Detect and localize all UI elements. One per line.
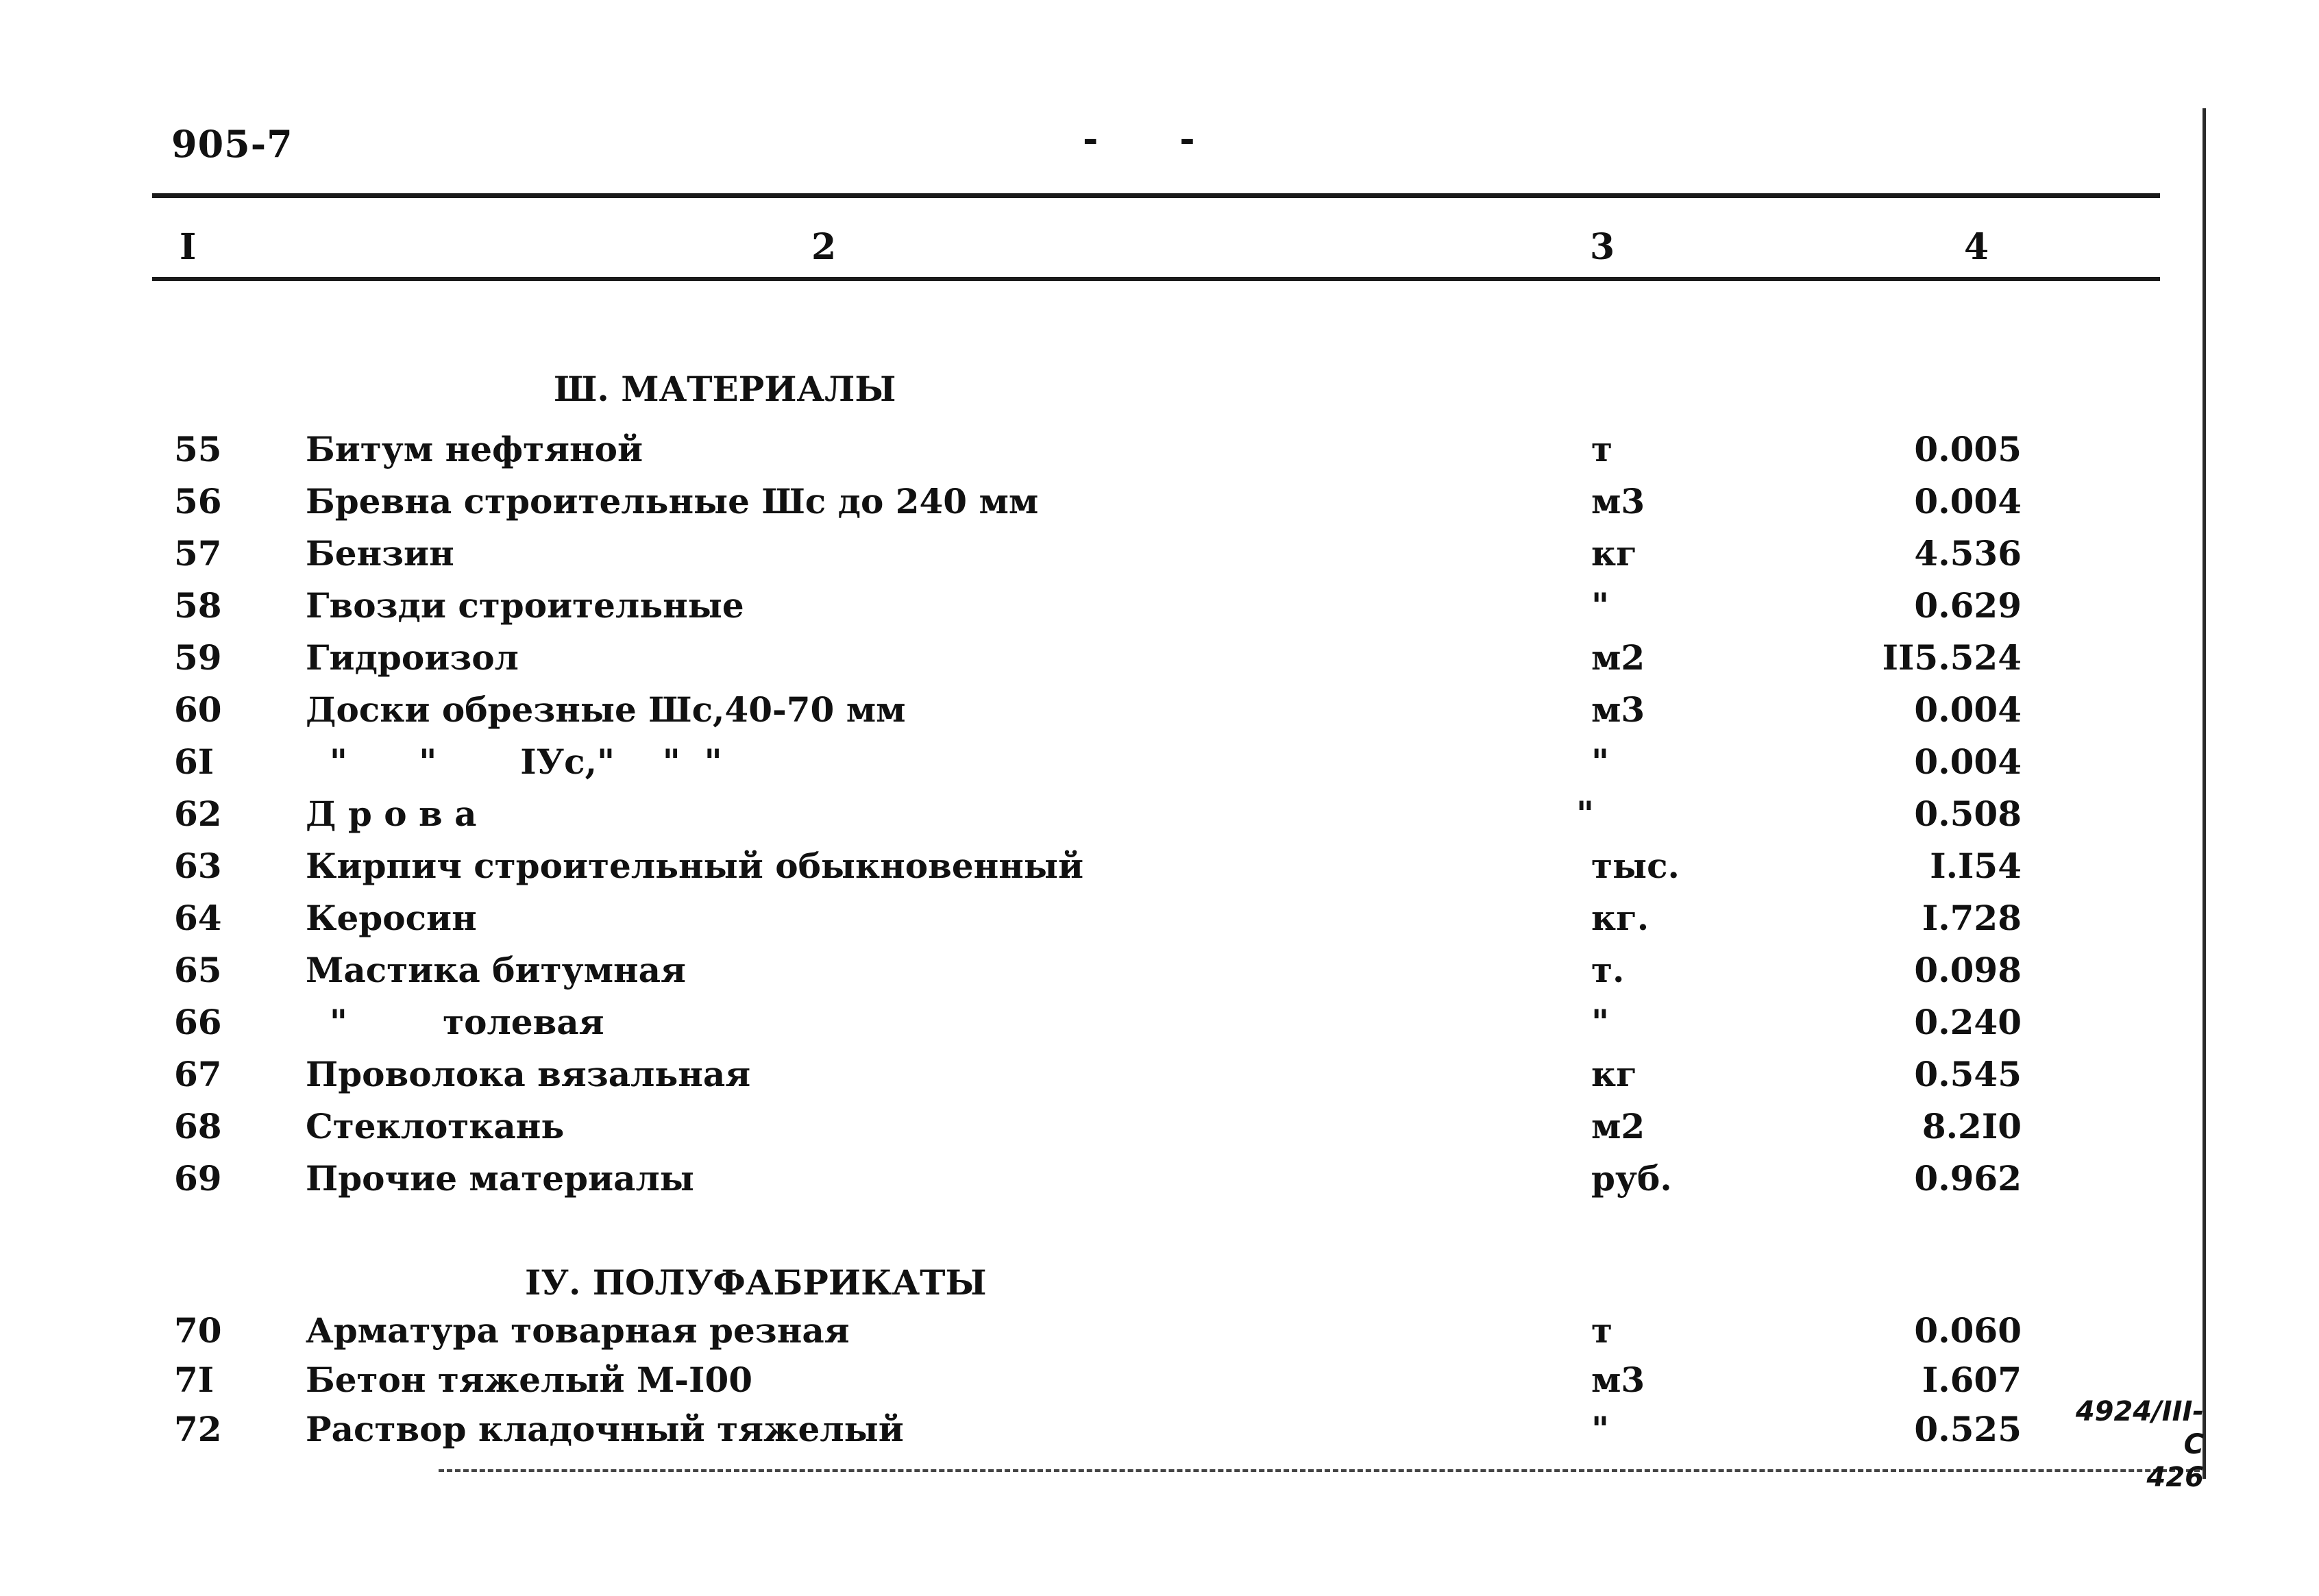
- row-value: 0.004: [1914, 741, 2022, 782]
- row-value: II5.524: [1882, 637, 2022, 678]
- table-bottom-rule: [439, 1469, 2200, 1472]
- row-unit: руб.: [1591, 1158, 1672, 1199]
- row-number: 60: [174, 689, 222, 730]
- row-number: 70: [174, 1310, 222, 1351]
- table-row: [0, 1360, 2319, 1409]
- row-name: Битум нефтяной: [306, 429, 643, 469]
- row-value: 0.240: [1914, 1002, 2022, 1042]
- row-unit: м3: [1591, 689, 1645, 730]
- table-row: [0, 1158, 2319, 1207]
- table-row: [0, 1106, 2319, 1155]
- column-header-4: 4: [1964, 226, 1989, 268]
- row-value: 0.004: [1914, 481, 2022, 521]
- row-name: Бетон тяжелый М-I00: [306, 1360, 753, 1400]
- row-unit: ": [1591, 1409, 1610, 1449]
- row-unit: ": [1591, 741, 1610, 782]
- row-name: Кирпич строительный обыкновенный: [306, 846, 1084, 886]
- row-value: 0.004: [1914, 689, 2022, 730]
- row-name: Гвозди строительные: [306, 585, 744, 626]
- row-name: Бензин: [306, 533, 454, 574]
- table-row: [0, 898, 2319, 947]
- table-row: [0, 1054, 2319, 1103]
- table-row: [0, 1409, 2319, 1458]
- stamp-line-1: 4924/III-С: [2075, 1396, 2204, 1460]
- row-name: " толевая: [306, 1002, 604, 1042]
- row-number: 64: [174, 898, 222, 938]
- document-code: 905-7: [171, 122, 293, 166]
- row-number: 58: [174, 585, 222, 626]
- page-right-border: [2203, 108, 2206, 1479]
- row-name: Проволока вязальная: [306, 1054, 751, 1094]
- row-unit: кг.: [1591, 898, 1649, 938]
- row-number: 59: [174, 637, 222, 678]
- table-row: [0, 533, 2319, 582]
- row-unit: кг: [1591, 533, 1637, 574]
- row-value: 0.060: [1914, 1310, 2022, 1351]
- row-unit: т: [1591, 429, 1612, 469]
- row-name: Стеклоткань: [306, 1106, 565, 1146]
- row-name: Доски обрезные Шс,40-70 мм: [306, 689, 906, 730]
- table-row: [0, 950, 2319, 999]
- row-unit: кг: [1591, 1054, 1637, 1094]
- row-name: Гидроизол: [306, 637, 519, 678]
- row-number: 65: [174, 950, 222, 990]
- table-top-rule: [152, 193, 2160, 198]
- row-value: 0.629: [1914, 585, 2022, 626]
- table-row: [0, 794, 2319, 843]
- table-row: [0, 846, 2319, 895]
- row-value: I.I54: [1930, 846, 2022, 886]
- row-value: 4.536: [1914, 533, 2022, 574]
- row-name: Арматура товарная резная: [306, 1310, 850, 1351]
- table-row: [0, 637, 2319, 687]
- row-value: 0.098: [1914, 950, 2022, 990]
- row-name: Д р о в а: [306, 794, 477, 834]
- row-unit: тыс.: [1591, 846, 1680, 886]
- row-name: " " IУс," " ": [306, 741, 722, 782]
- row-name: Бревна строительные Шс до 240 мм: [306, 481, 1039, 521]
- column-header-2: 2: [811, 226, 837, 268]
- row-number: 57: [174, 533, 222, 574]
- table-row: [0, 689, 2319, 739]
- row-value: 0.545: [1914, 1054, 2022, 1094]
- stamp-line-2: 426: [2146, 1462, 2204, 1493]
- archive-stamp: [2060, 1395, 2204, 1494]
- section-title-materials: Ш. МАТЕРИАЛЫ: [554, 369, 896, 409]
- row-name: Раствор кладочный тяжелый: [306, 1409, 904, 1449]
- row-number: 7I: [174, 1360, 214, 1400]
- row-unit: т.: [1591, 950, 1625, 990]
- table-row: [0, 1310, 2319, 1360]
- row-number: 69: [174, 1158, 222, 1199]
- row-unit: м2: [1591, 1106, 1645, 1146]
- table-row: [0, 481, 2319, 530]
- row-number: 55: [174, 429, 222, 469]
- table-row: [0, 1002, 2319, 1051]
- row-unit: т: [1591, 1310, 1612, 1351]
- row-value: 0.508: [1914, 794, 2022, 834]
- row-value: I.728: [1922, 898, 2022, 938]
- row-unit: ": [1591, 1002, 1610, 1042]
- row-name: Мастика битумная: [306, 950, 686, 990]
- row-unit: ": [1576, 794, 1595, 834]
- row-number: 68: [174, 1106, 222, 1146]
- row-unit: м2: [1591, 637, 1645, 678]
- row-number: 72: [174, 1409, 222, 1449]
- page-marker: - -: [1083, 116, 1229, 160]
- table-row: [0, 585, 2319, 635]
- row-unit: м3: [1591, 1360, 1645, 1400]
- row-unit: м3: [1591, 481, 1645, 521]
- row-number: 62: [174, 794, 222, 834]
- row-number: 66: [174, 1002, 222, 1042]
- section-title-semi-products: IУ. ПОЛУФАБРИКАТЫ: [525, 1262, 987, 1303]
- row-value: I.607: [1922, 1360, 2022, 1400]
- column-header-3: 3: [1590, 226, 1615, 268]
- row-value: 0.962: [1914, 1158, 2022, 1199]
- row-number: 63: [174, 846, 222, 886]
- row-number: 67: [174, 1054, 222, 1094]
- row-unit: ": [1591, 585, 1610, 626]
- row-number: 56: [174, 481, 222, 521]
- table-header-rule: [152, 277, 2160, 281]
- row-value: 0.005: [1914, 429, 2022, 469]
- column-header-1: I: [180, 226, 197, 268]
- row-name: Прочие материалы: [306, 1158, 694, 1199]
- row-name: Керосин: [306, 898, 477, 938]
- row-value: 8.2I0: [1922, 1106, 2022, 1146]
- row-value: 0.525: [1914, 1409, 2022, 1449]
- table-row: [0, 741, 2319, 791]
- table-row: [0, 429, 2319, 478]
- row-number: 6I: [174, 741, 214, 782]
